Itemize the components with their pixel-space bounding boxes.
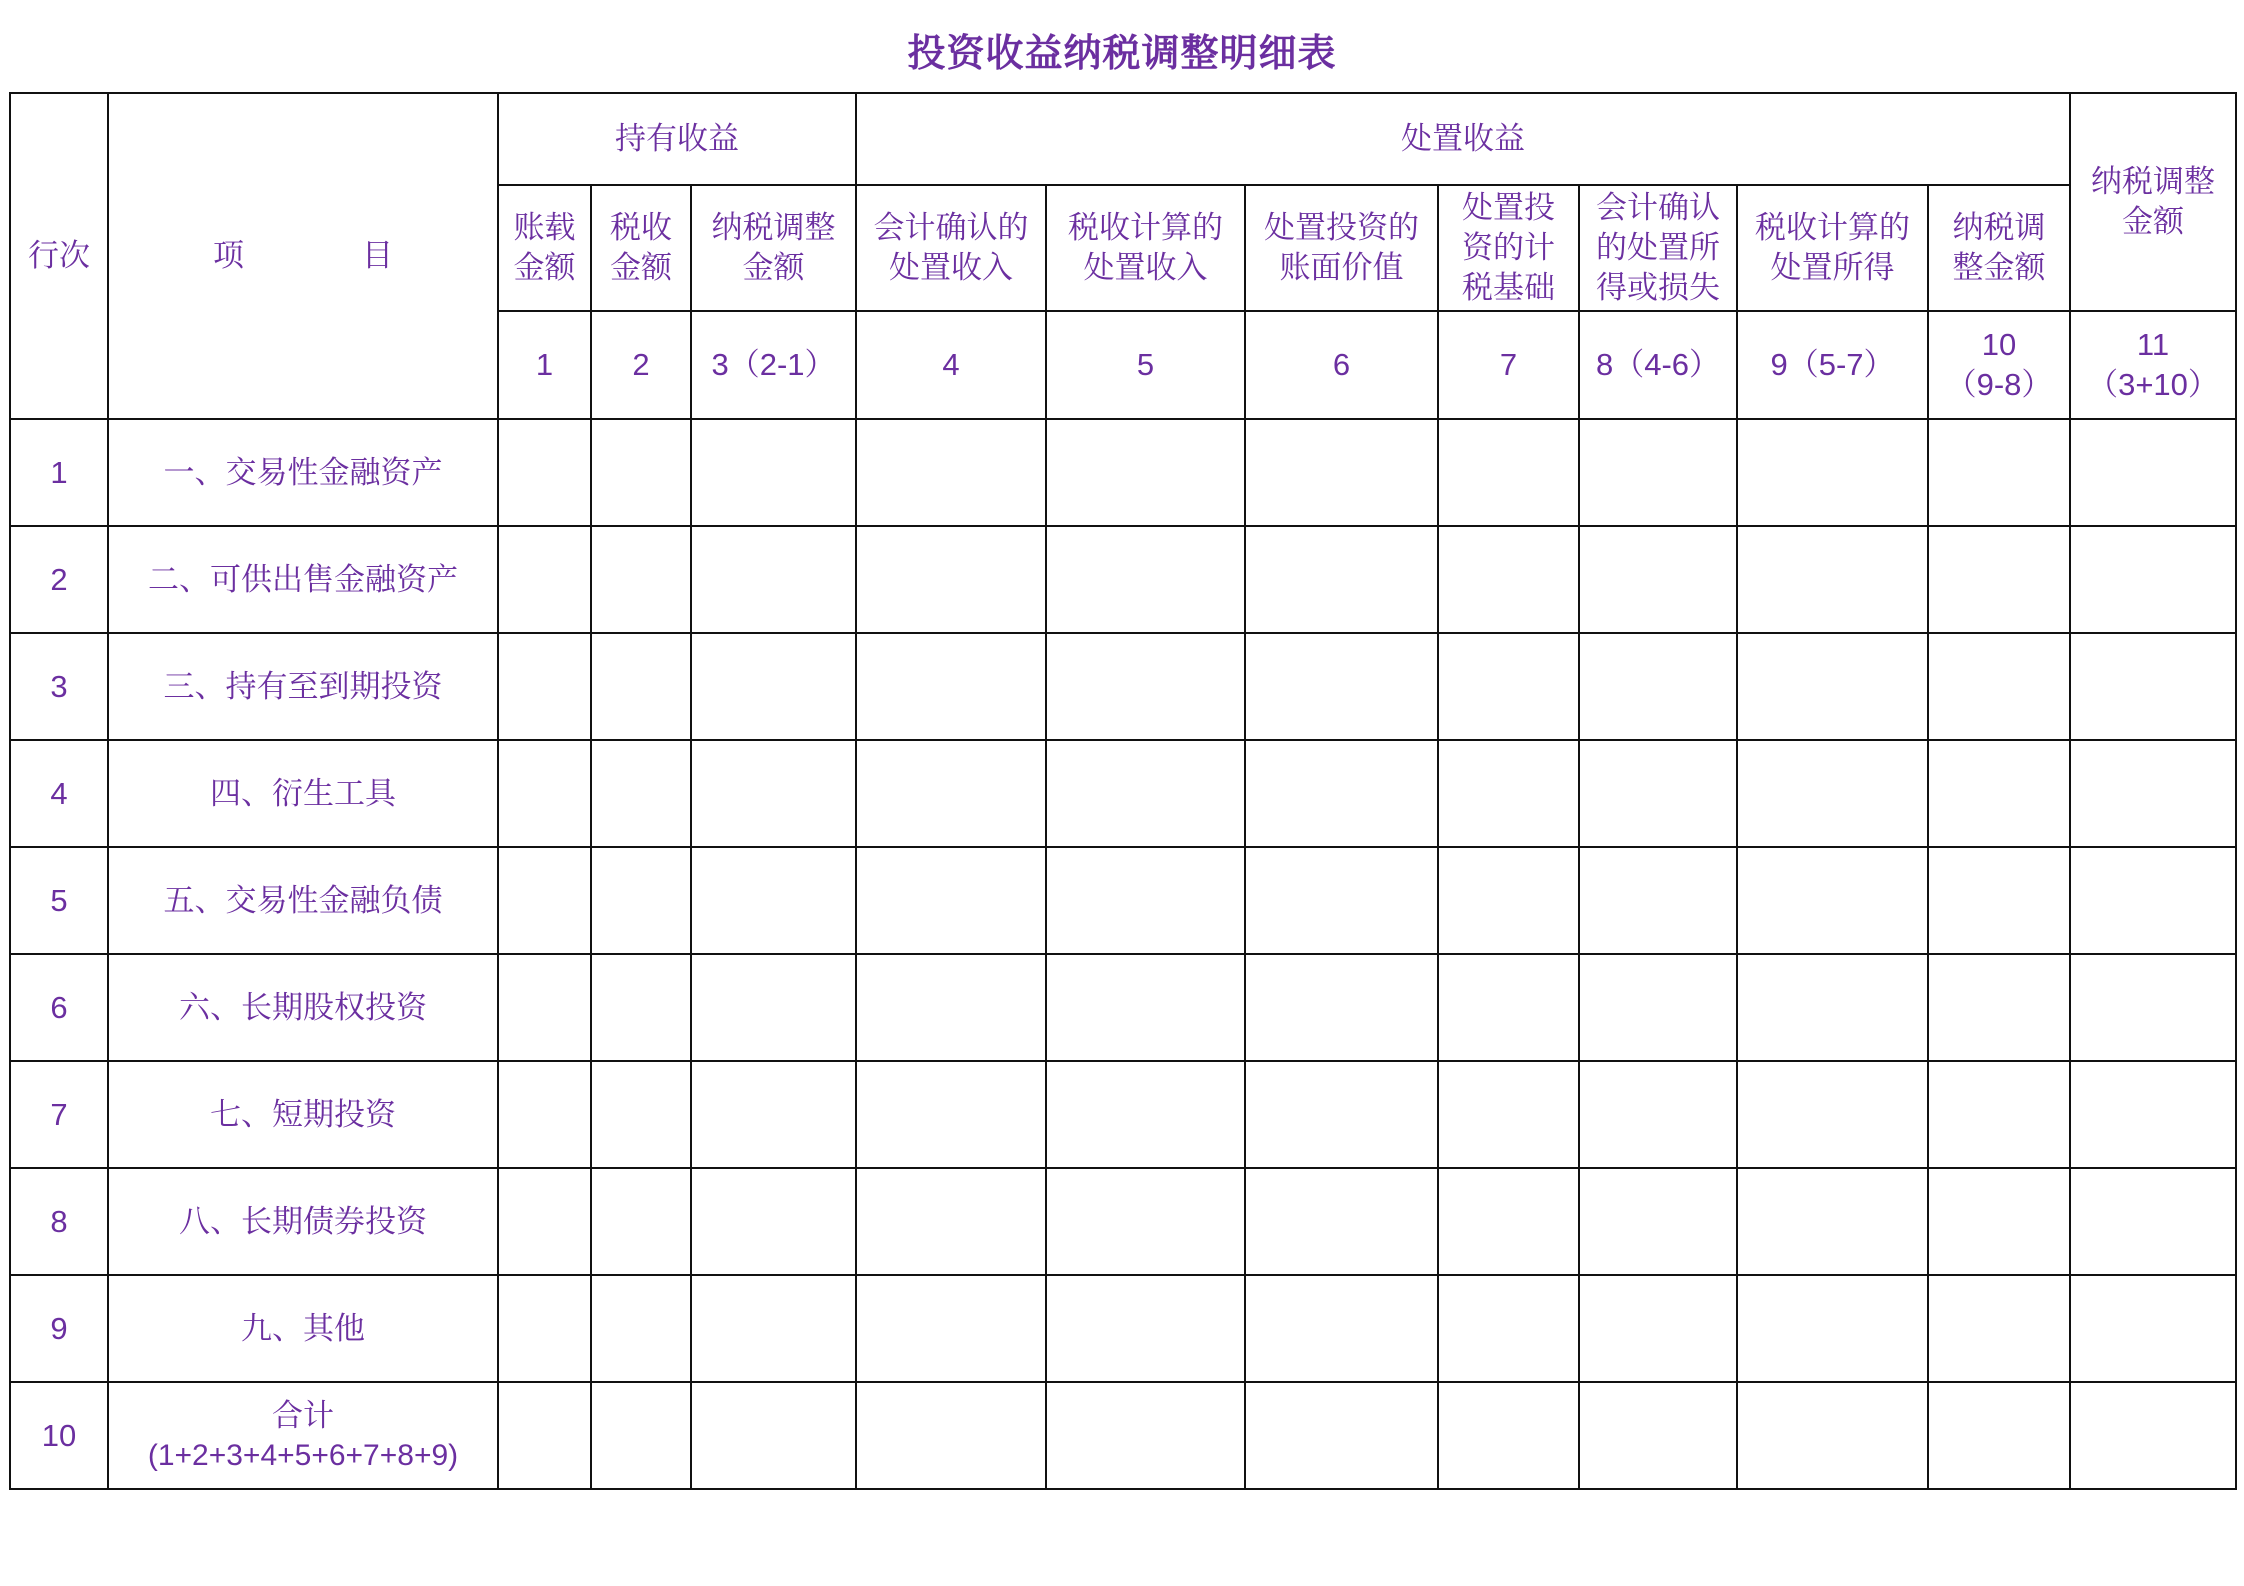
col-header-line: 金额	[742, 250, 805, 286]
table-row	[10, 1275, 2236, 1382]
table-cell[interactable]	[1928, 1168, 2070, 1275]
table-cell[interactable]	[1737, 526, 1928, 633]
table-cell[interactable]	[691, 954, 856, 1061]
table-cell[interactable]	[1579, 1061, 1737, 1168]
row-number: 9	[10, 1275, 108, 1382]
item-header-a: 项	[213, 238, 244, 274]
table-cell[interactable]	[498, 1168, 591, 1275]
row-number: 4	[10, 740, 108, 847]
table-row	[10, 633, 2236, 740]
table-cell[interactable]	[591, 633, 691, 740]
table-cell[interactable]	[1737, 1061, 1928, 1168]
table-cell[interactable]	[1046, 633, 1245, 740]
table-cell[interactable]	[691, 526, 856, 633]
table-cell[interactable]	[1046, 1168, 1245, 1275]
row-number: 1	[10, 419, 108, 526]
row-item: 二、可供出售金融资产	[108, 526, 498, 633]
col-header-holding-adjust	[691, 185, 856, 311]
row-no-header: 行次	[10, 93, 108, 419]
col-code: 7	[1438, 311, 1579, 419]
col-header-line: 处置收入	[889, 250, 1013, 286]
table-cell[interactable]	[1579, 1168, 1737, 1275]
table-cell[interactable]	[691, 1275, 856, 1382]
table-cell[interactable]	[1579, 419, 1737, 526]
table-cell[interactable]	[1579, 1275, 1737, 1382]
table-cell[interactable]	[591, 1382, 691, 1489]
col-header-line: 资的计	[1462, 230, 1555, 266]
holding-income-group-header: 持有收益	[498, 93, 856, 185]
table-cell[interactable]	[1928, 1061, 2070, 1168]
table-cell[interactable]	[1245, 1168, 1438, 1275]
table-cell[interactable]	[1928, 1382, 2070, 1489]
table-cell[interactable]	[1438, 1275, 1579, 1382]
table-cell[interactable]	[856, 419, 1046, 526]
col-header-book-value	[1245, 185, 1438, 311]
table-cell[interactable]	[591, 740, 691, 847]
table-cell[interactable]	[591, 1168, 691, 1275]
table-cell[interactable]	[691, 419, 856, 526]
col-header-line: 处置收入	[1083, 250, 1208, 286]
col-code-total	[2070, 311, 2236, 419]
table-cell[interactable]	[591, 419, 691, 526]
table-cell[interactable]	[691, 847, 856, 954]
col-code: 4	[856, 311, 1046, 419]
table-cell[interactable]	[1737, 1382, 1928, 1489]
col-header-tax-amount	[591, 185, 691, 311]
header-row-groups	[10, 93, 2236, 185]
table-cell[interactable]	[1245, 740, 1438, 847]
row-number: 3	[10, 633, 108, 740]
item-header	[108, 93, 498, 419]
table-cell[interactable]	[498, 526, 591, 633]
col-code: 6	[1245, 311, 1438, 419]
col-code-line: 10	[1981, 327, 2017, 362]
table-cell[interactable]	[2070, 1382, 2236, 1489]
table-cell[interactable]	[591, 847, 691, 954]
page-title: 投资收益纳税调整明细表	[907, 30, 1337, 75]
total-label: 合计	[272, 1397, 334, 1434]
col-header-line: 处置投资的	[1264, 210, 1419, 246]
table-cell[interactable]	[1928, 740, 2070, 847]
row-item: 四、衍生工具	[108, 740, 498, 847]
table-cell[interactable]	[1245, 954, 1438, 1061]
row-number: 7	[10, 1061, 108, 1168]
col-code	[1928, 311, 2070, 419]
table-cell[interactable]	[856, 954, 1046, 1061]
table-cell[interactable]	[1737, 1275, 1928, 1382]
table-row	[10, 847, 2236, 954]
table-cell[interactable]	[1928, 847, 2070, 954]
table-cell[interactable]	[1245, 526, 1438, 633]
table-row	[10, 419, 2236, 526]
table-cell[interactable]	[1245, 419, 1438, 526]
row-number: 6	[10, 954, 108, 1061]
table-cell[interactable]	[498, 633, 591, 740]
table-cell[interactable]	[2070, 847, 2236, 954]
col-code: 1	[498, 311, 591, 419]
table-cell[interactable]	[591, 1275, 691, 1382]
col-header-line: 账载	[513, 210, 576, 246]
table-cell[interactable]	[1438, 1168, 1579, 1275]
col-code: 8（4-6）	[1579, 311, 1737, 419]
col-header-line: 的处置所	[1596, 230, 1720, 266]
table-cell[interactable]	[1737, 740, 1928, 847]
col-header-acct-gain-loss	[1579, 185, 1737, 311]
table-cell[interactable]	[856, 1061, 1046, 1168]
table-cell[interactable]	[1046, 1382, 1245, 1489]
item-header-b: 目	[362, 238, 393, 274]
col-header-line: 账面价值	[1279, 250, 1404, 286]
table-cell[interactable]	[1438, 633, 1579, 740]
col-header-line: 税基础	[1462, 270, 1555, 306]
table-cell[interactable]	[2070, 419, 2236, 526]
row-item: 一、交易性金融资产	[108, 419, 498, 526]
table-cell[interactable]	[691, 1061, 856, 1168]
tax-adjust-total-header	[2070, 93, 2236, 311]
row-item: 七、短期投资	[108, 1061, 498, 1168]
table-cell[interactable]	[856, 633, 1046, 740]
table-cell[interactable]	[1438, 740, 1579, 847]
table-cell[interactable]	[591, 1061, 691, 1168]
table-cell[interactable]	[856, 526, 1046, 633]
table-cell[interactable]	[498, 954, 591, 1061]
table-cell[interactable]	[1579, 847, 1737, 954]
table-cell[interactable]	[2070, 1168, 2236, 1275]
table-cell[interactable]	[1245, 847, 1438, 954]
table-cell[interactable]	[1579, 633, 1737, 740]
disposal-income-group-header: 处置收益	[856, 93, 2070, 185]
table-cell[interactable]	[591, 954, 691, 1061]
table-cell[interactable]	[1438, 1382, 1579, 1489]
table-cell[interactable]	[1438, 1061, 1579, 1168]
table-cell[interactable]	[1046, 1275, 1245, 1382]
table-cell[interactable]	[1928, 419, 2070, 526]
table-cell[interactable]	[2070, 954, 2236, 1061]
table-cell[interactable]	[856, 740, 1046, 847]
table-cell[interactable]	[2070, 526, 2236, 633]
table-cell[interactable]	[1245, 633, 1438, 740]
col-header-acct-disposal-income	[856, 185, 1046, 311]
table-cell[interactable]	[1579, 954, 1737, 1061]
col-code: 2	[591, 311, 691, 419]
table-cell[interactable]	[691, 740, 856, 847]
table-cell[interactable]	[1046, 419, 1245, 526]
row-number: 10	[10, 1382, 108, 1489]
table-cell[interactable]	[856, 1168, 1046, 1275]
col-header-line: 整金额	[1952, 250, 2046, 286]
row-item: 六、长期股权投资	[108, 954, 498, 1061]
table-cell[interactable]	[1245, 1275, 1438, 1382]
table-cell[interactable]	[856, 847, 1046, 954]
table-cell[interactable]	[1928, 1275, 2070, 1382]
table-cell[interactable]	[498, 1061, 591, 1168]
table-row	[10, 1061, 2236, 1168]
col-header-book-amount	[498, 185, 591, 311]
table-cell[interactable]	[1579, 526, 1737, 633]
col-header-line: 处置所得	[1770, 250, 1895, 286]
row-item: 五、交易性金融负债	[108, 847, 498, 954]
table-cell[interactable]	[2070, 633, 2236, 740]
row-number: 2	[10, 526, 108, 633]
table-cell[interactable]	[1928, 954, 2070, 1061]
table-cell[interactable]	[856, 1275, 1046, 1382]
col-code-line: 11	[2136, 327, 2170, 362]
table-cell[interactable]	[1438, 847, 1579, 954]
table-cell[interactable]	[1579, 1382, 1737, 1489]
col-header-line: 得或损失	[1596, 270, 1720, 306]
total-formula: (1+2+3+4+5+6+7+8+9)	[147, 1438, 459, 1472]
table-cell[interactable]	[1046, 526, 1245, 633]
col-header-tax-disposal-income	[1046, 185, 1245, 311]
table-cell[interactable]	[1046, 740, 1245, 847]
adjustment-table	[9, 92, 2237, 1490]
col-header-line: 金额	[513, 250, 576, 286]
table-row	[10, 526, 2236, 633]
col-header-line: 会计确认的	[873, 210, 1029, 246]
table-cell[interactable]	[1579, 740, 1737, 847]
col-header-tax-basis	[1438, 185, 1579, 311]
tax-adjust-total-header-line: 纳税调整	[2091, 164, 2215, 200]
table-cell[interactable]	[2070, 1275, 2236, 1382]
col-header-line: 金额	[610, 250, 672, 286]
table-cell[interactable]	[1737, 847, 1928, 954]
table-cell[interactable]	[691, 633, 856, 740]
col-header-line: 税收	[610, 210, 672, 246]
table-cell[interactable]	[1737, 954, 1928, 1061]
col-header-line: 税收计算的	[1068, 210, 1223, 246]
table-cell[interactable]	[591, 526, 691, 633]
row-number: 8	[10, 1168, 108, 1275]
col-header-line: 纳税调	[1952, 210, 2046, 246]
col-code: 5	[1046, 311, 1245, 419]
col-header-line: 会计确认	[1596, 190, 1720, 226]
table-cell[interactable]	[2070, 1061, 2236, 1168]
table-cell[interactable]	[1928, 633, 2070, 740]
table-cell[interactable]	[1245, 1061, 1438, 1168]
table-cell[interactable]	[691, 1382, 856, 1489]
row-number: 5	[10, 847, 108, 954]
table-cell[interactable]	[1438, 526, 1579, 633]
col-header-line: 税收计算的	[1755, 210, 1910, 246]
col-header-tax-gain	[1737, 185, 1928, 311]
table-cell[interactable]	[1928, 526, 2070, 633]
row-item: 八、长期债券投资	[108, 1168, 498, 1275]
col-header-line: 纳税调整	[711, 210, 836, 246]
col-code-line: （9-8）	[1945, 367, 2053, 402]
table-cell[interactable]	[1046, 847, 1245, 954]
col-header-line: 处置投	[1462, 190, 1555, 226]
table-cell[interactable]	[498, 1275, 591, 1382]
table-cell[interactable]	[498, 740, 591, 847]
table-cell[interactable]	[1737, 633, 1928, 740]
row-item: 九、其他	[108, 1275, 498, 1382]
table-row	[10, 740, 2236, 847]
table-cell[interactable]	[1438, 954, 1579, 1061]
row-item-total	[108, 1382, 498, 1489]
row-item: 三、持有至到期投资	[108, 633, 498, 740]
col-code: 3（2-1）	[691, 311, 856, 419]
table-cell[interactable]	[1438, 419, 1579, 526]
table-cell[interactable]	[691, 1168, 856, 1275]
table-cell[interactable]	[498, 419, 591, 526]
col-code-line: （3+10）	[2087, 367, 2219, 402]
col-code: 9（5-7）	[1737, 311, 1928, 419]
table-cell[interactable]	[498, 847, 591, 954]
table-cell[interactable]	[1046, 1061, 1245, 1168]
table-cell[interactable]	[1737, 1168, 1928, 1275]
col-header-disposal-adjust	[1928, 185, 2070, 311]
table-cell[interactable]	[856, 1382, 1046, 1489]
table-cell[interactable]	[1046, 954, 1245, 1061]
table-row	[10, 954, 2236, 1061]
tax-adjust-total-header-line: 金额	[2122, 204, 2184, 240]
table-cell[interactable]	[1245, 1382, 1438, 1489]
total-row	[10, 1382, 2236, 1489]
table-cell[interactable]	[2070, 740, 2236, 847]
table-cell[interactable]	[1737, 419, 1928, 526]
table-row	[10, 1168, 2236, 1275]
table-cell[interactable]	[498, 1382, 591, 1489]
